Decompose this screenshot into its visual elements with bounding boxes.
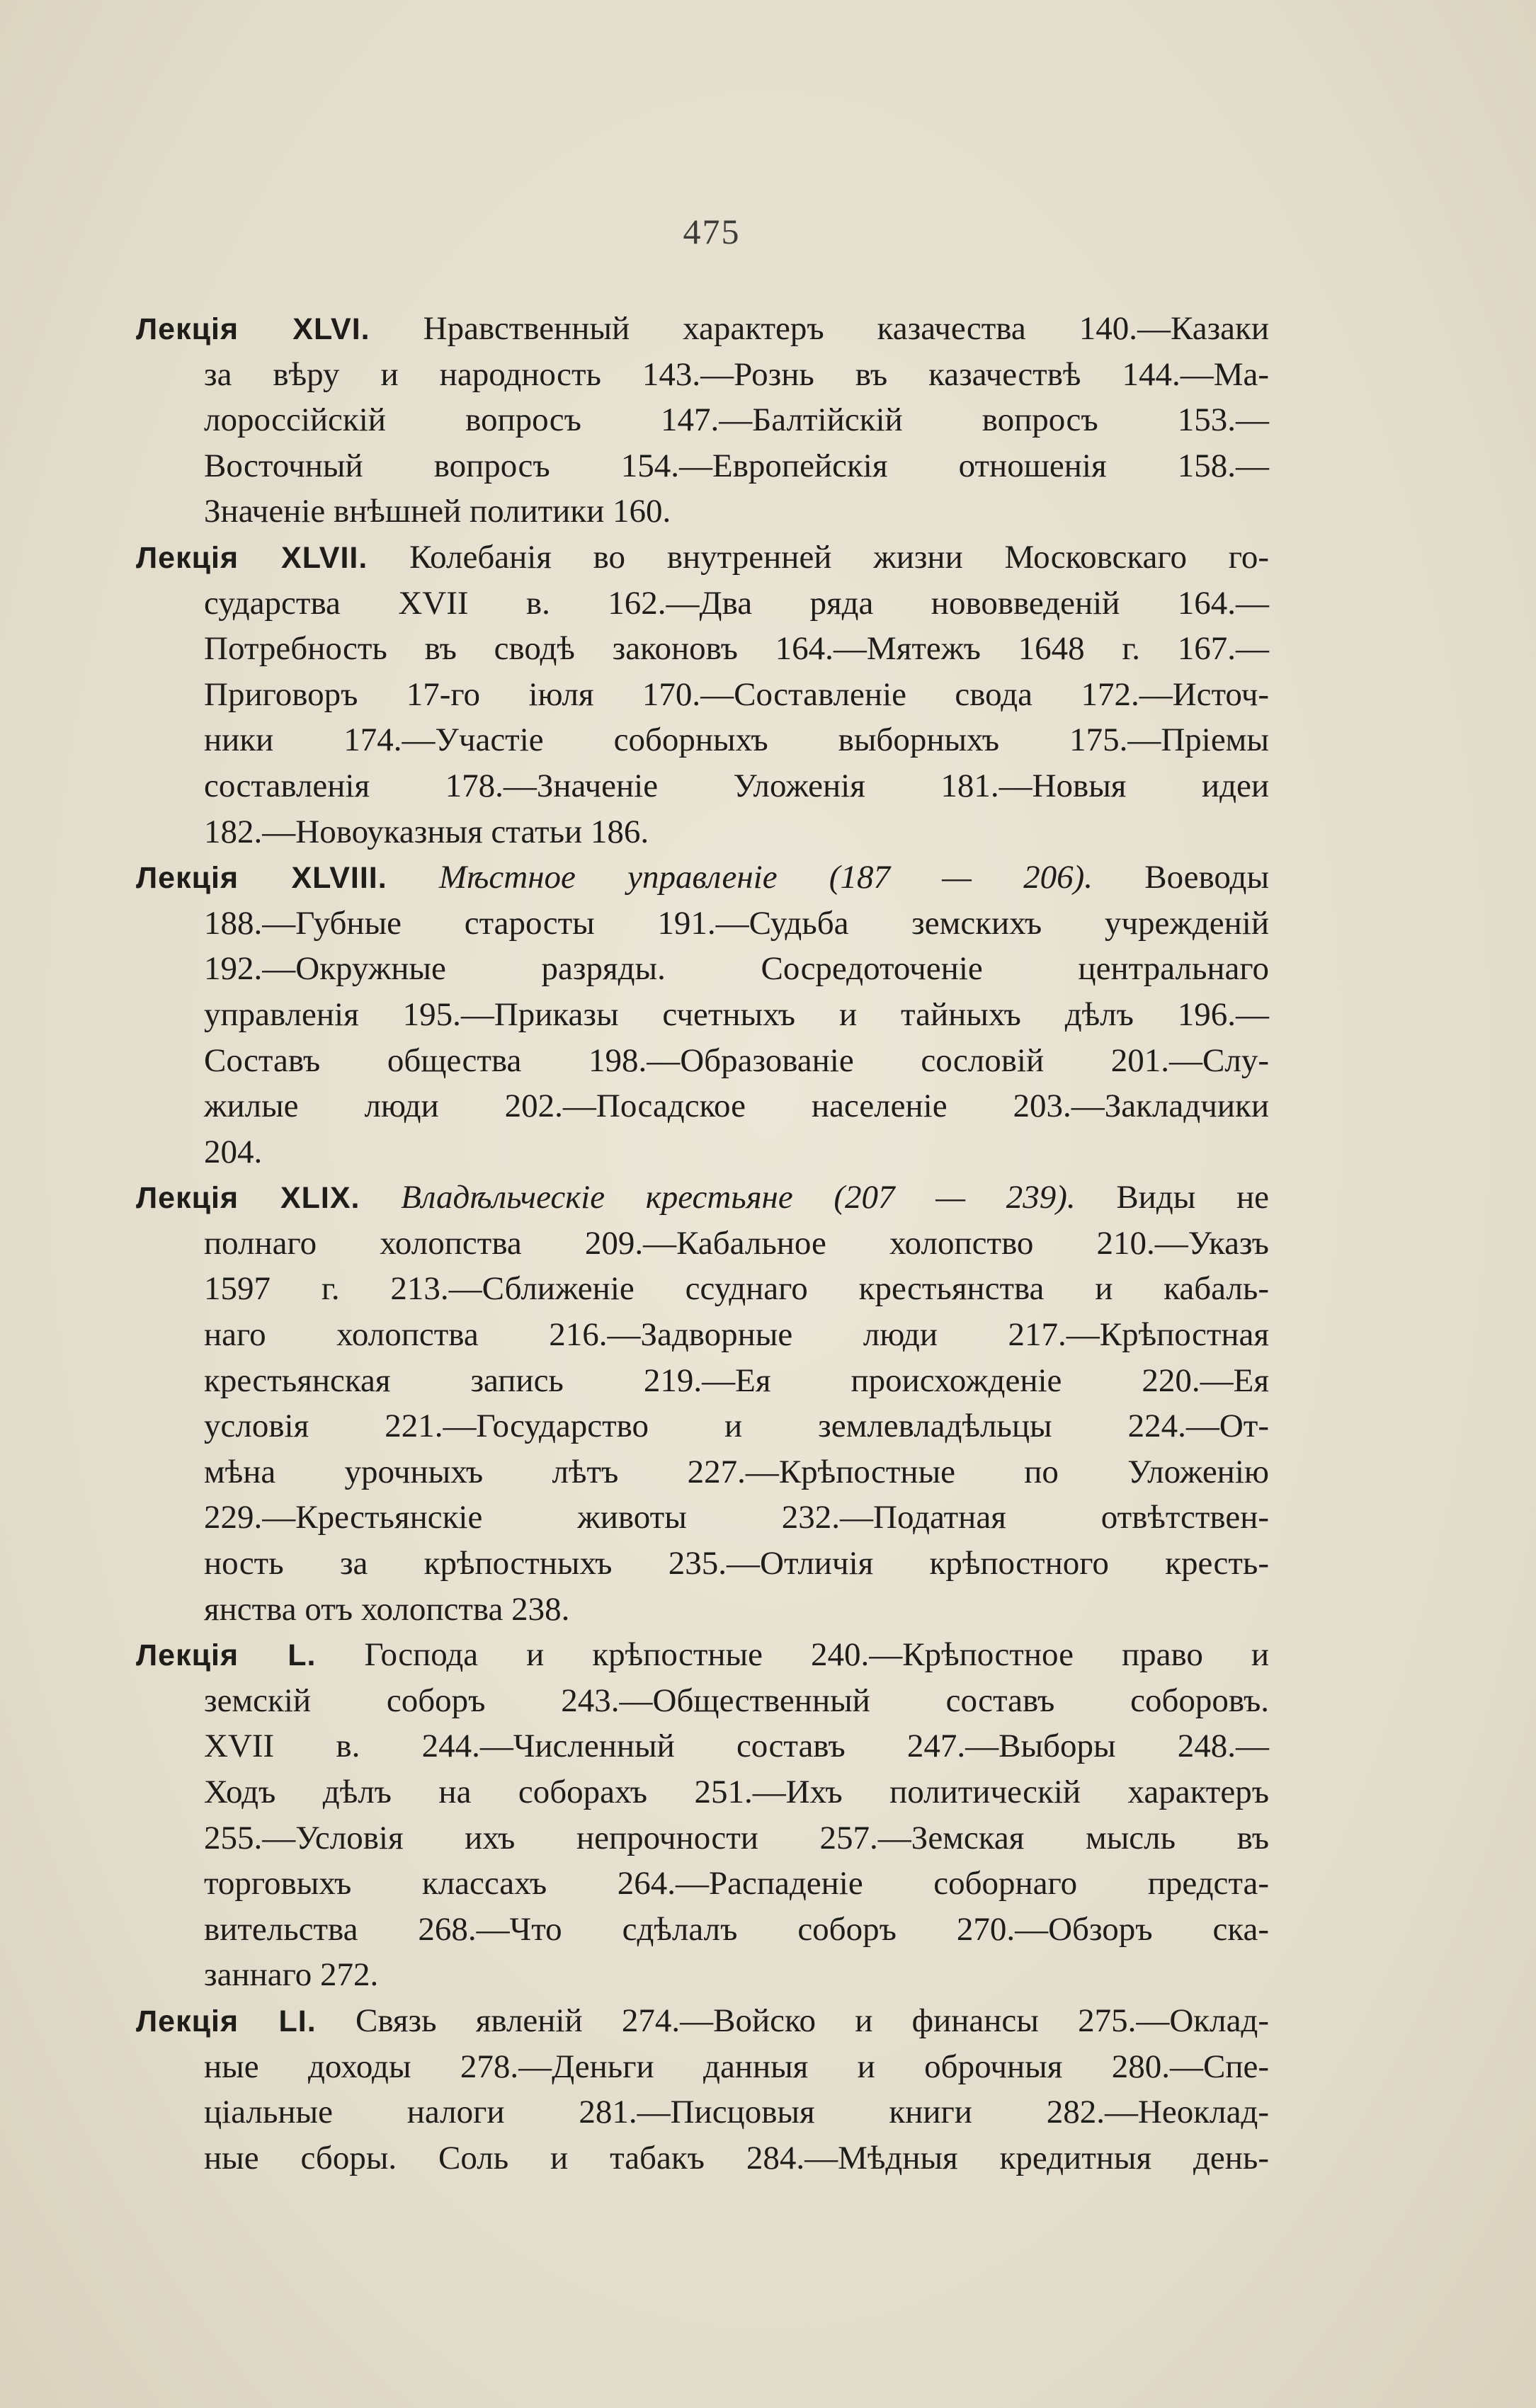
lecture-title: Мѣстное управленіе (187 — 206).	[438, 859, 1093, 896]
entry-line: жилые люди 202.—Посадское населеніе 203.—Закладчики	[204, 1088, 1269, 1125]
entry-line: 182.—Новоуказныя статьи 186.	[204, 813, 649, 850]
entry-line: составленія 178.—Значеніе Уложенія 181.—Новыя идеи	[204, 767, 1269, 804]
entry-line: торговыхъ классахъ 264.—Распаденіе соборнаго предста-	[204, 1865, 1269, 1902]
entry-line: ціальные налоги 281.—Писцовыя книги 282.—Неоклад-	[204, 2094, 1269, 2131]
entry-line: Лекція L. Господа и крѣпостные 240.—Крѣпостное право и	[136, 1636, 1269, 1674]
table-of-contents	[136, 306, 1269, 2181]
entry-line: 188.—Губные старосты 191.—Судьба земскихъ учрежденій	[204, 904, 1269, 942]
lecture-label: Лекція XLVII.	[136, 540, 368, 575]
entry-line: управленія 195.—Приказы счетныхъ и тайныхъ дѣлъ 196.—	[204, 995, 1269, 1033]
entry-line: Лекція XLVII. Колебанія во внутренней жизни Московскаго го-	[136, 538, 1269, 576]
entry-line: Лекція XLIX. Владѣльческіе крестьяне (207 — 239). Виды не	[136, 1179, 1270, 1216]
entry-line: лороссійскій вопросъ 147.—Балтійскій вопросъ 153.—	[204, 401, 1269, 439]
lecture-label: Лекція XLVI.	[136, 312, 370, 346]
lecture-label: Лекція XLVIII.	[136, 861, 387, 896]
entry-line: земскій соборъ 243.—Общественный составъ соборовъ.	[204, 1682, 1269, 1719]
entry-line: Лекція LI. Связь явленій 274.—Войско и финансы 275.—Оклад-	[136, 2002, 1269, 2039]
entry-line: Составъ общества 198.—Образованіе сословій 201.—Слу-	[204, 1042, 1269, 1079]
entry-line: ники 174.—Участіе соборныхъ выборныхъ 175.—Пріемы	[204, 721, 1269, 759]
entry-line: Приговоръ 17-го іюля 170.—Составленіе свода 172.—Источ-	[204, 675, 1269, 713]
lecture-label: Лекція XLIX.	[136, 1181, 360, 1216]
entry-line: вительства 268.—Что сдѣлалъ соборъ 270.—Обзоръ ска-	[204, 1910, 1269, 1948]
entry-line: условія 221.—Государство и землевладѣльцы 224.—От-	[204, 1408, 1269, 1445]
entry-line: Потребность въ сводѣ законовъ 164.—Мятежъ 1648 г. 167.—	[204, 630, 1269, 668]
entry-line: Лекція XLVI. Нравственный характеръ казачества 140.—Казаки	[136, 310, 1269, 347]
entry-line: 204.	[204, 1133, 263, 1170]
entry-line: мѣна урочныхъ лѣтъ 227.—Крѣпостные по Уложенію	[204, 1453, 1269, 1490]
entry-line: Значеніе внѣшней политики 160.	[204, 493, 671, 530]
entry-line: ность за крѣпостныхъ 235.—Отличія крѣпостного кресть-	[204, 1545, 1269, 1582]
lecture-label: Лекція LI.	[136, 2004, 317, 2038]
lecture-entry-xlvi	[136, 306, 1269, 535]
lecture-entry-xlviii	[136, 855, 1269, 1175]
entry-line: 1597 г. 213.—Сближеніе ссуднаго крестьянства и кабаль-	[204, 1270, 1269, 1308]
lecture-entry-xlix	[136, 1175, 1269, 1632]
entry-line: ные доходы 278.—Деньги данныя и оброчныя 280.—Спе-	[204, 2048, 1269, 2085]
entry-line: полнаго холопства 209.—Кабальное холопство 210.—Указъ	[204, 1224, 1269, 1262]
entry-line: ные сборы. Соль и табакъ 284.—Мѣдныя кредитныя день-	[204, 2139, 1269, 2176]
entry-line: крестьянская запись 219.—Ея происхожденіе 220.—Ея	[204, 1362, 1269, 1399]
lecture-entry-li	[136, 1998, 1269, 2181]
entry-line: наго холопства 216.—Задворные люди 217.—Крѣпостная	[204, 1316, 1269, 1354]
entry-line: Ходъ дѣлъ на соборахъ 251.—Ихъ политическій характеръ	[204, 1774, 1269, 1810]
page-number: 475	[683, 212, 741, 251]
entry-line: заннаго 272.	[204, 1956, 379, 1994]
lecture-title: Владѣльческіе крестьяне (207 — 239).	[401, 1179, 1076, 1216]
entry-line: 192.—Окружные разряды. Сосредоточеніе центральнаго	[204, 950, 1269, 988]
lecture-entry-xlvii	[136, 535, 1269, 855]
entry-line: 255.—Условія ихъ непрочности 257.—Земская мысль въ	[204, 1819, 1269, 1856]
entry-line: янства отъ холопства 238.	[204, 1590, 570, 1628]
lecture-entry-l	[136, 1632, 1269, 1998]
entry-line: 229.—Крестьянскіе животы 232.—Податная отвѣтствен-	[204, 1499, 1269, 1536]
entry-line: Восточный вопросъ 154.—Европейскія отношенія 158.—	[204, 447, 1269, 484]
entry-line: Лекція XLVIII. Мѣстное управленіе (187 — 206). Воеводы	[136, 859, 1270, 896]
entry-line: сударства XVII в. 162.—Два ряда нововведеній 164.—	[204, 584, 1269, 622]
entry-line: XVII в. 244.—Численный составъ 247.—Выборы 248.—	[204, 1728, 1269, 1765]
entry-line: за вѣру и народность 143.—Рознь въ казачествѣ 144.—Ма-	[204, 355, 1269, 393]
lecture-label: Лекція L.	[136, 1638, 317, 1673]
